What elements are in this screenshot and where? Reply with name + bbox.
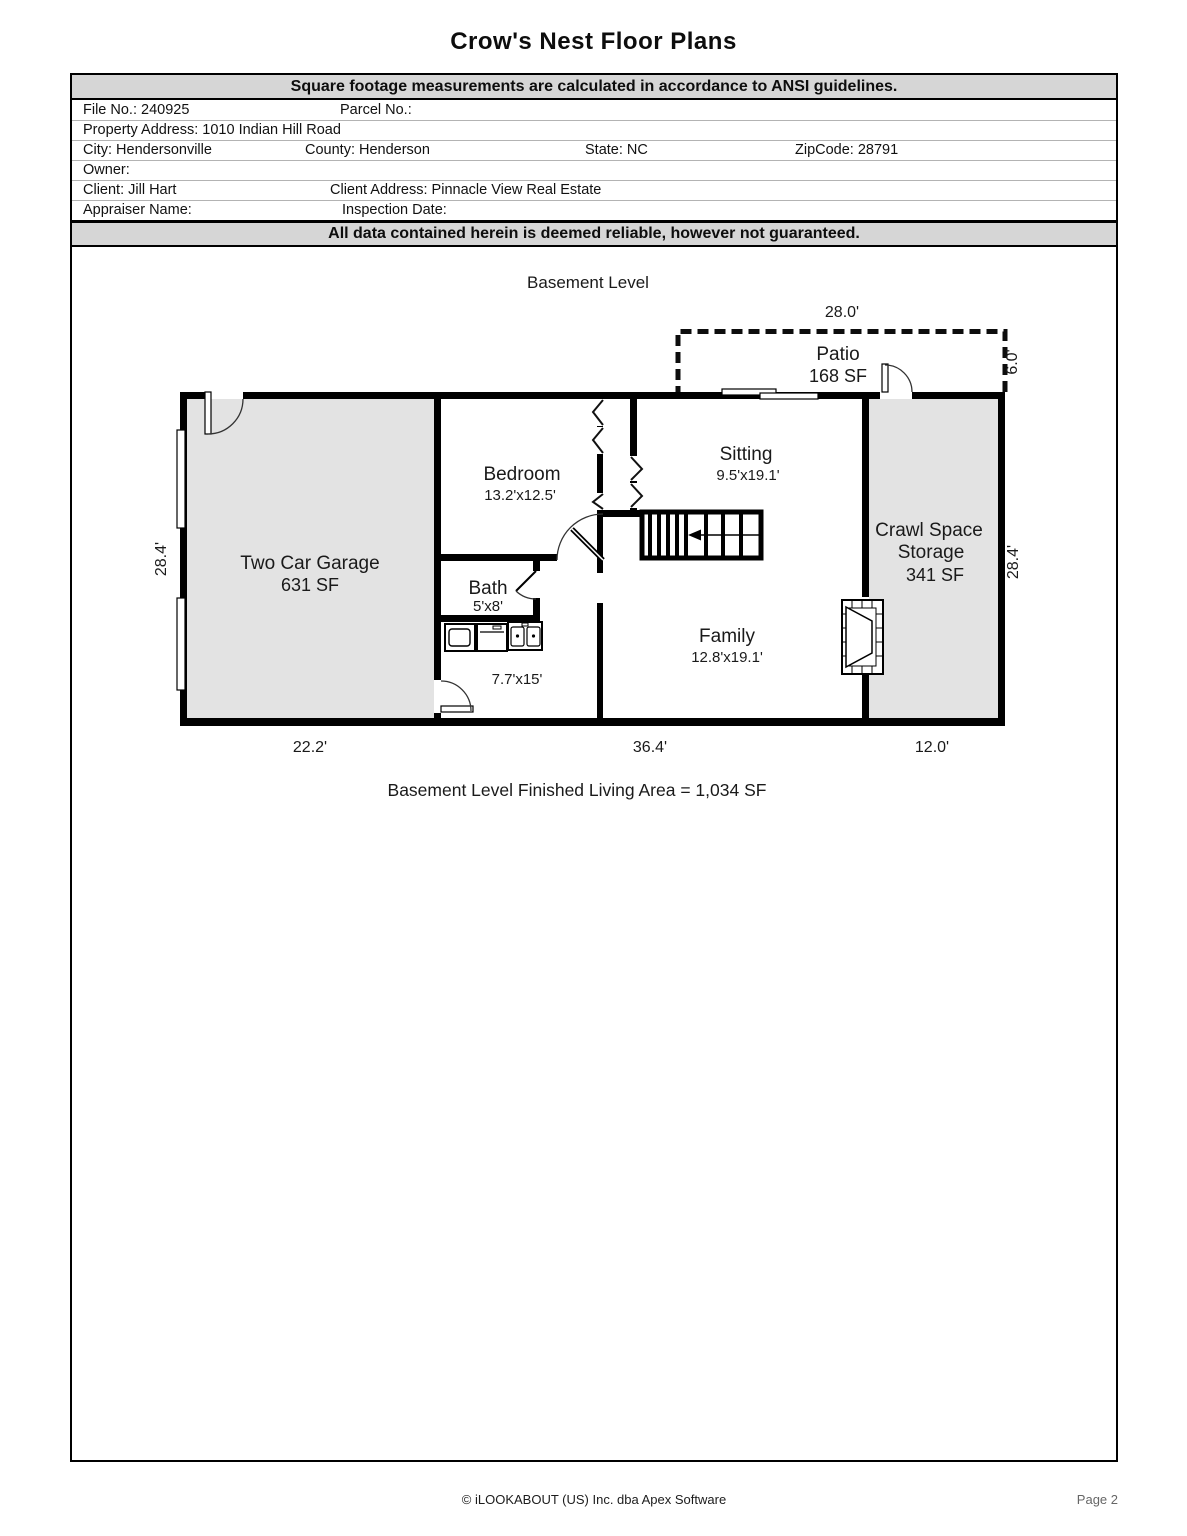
utility-dims-label: 7.7'x15' — [491, 671, 543, 688]
bottom-garage-dim: 22.2' — [292, 739, 328, 756]
copyright-text: © iLOOKABOUT (US) Inc. dba Apex Software — [461, 1492, 727, 1507]
bottom-middle-dim: 36.4' — [632, 739, 668, 756]
property-address-field: Property Address: 1010 Indian Hill Road — [83, 122, 341, 138]
right-side-dim: 28.4' — [1005, 544, 1022, 580]
appraiser-name-field: Appraiser Name: — [83, 202, 192, 218]
crawl-space-area-label: 341 SF — [905, 565, 965, 585]
washer-icon — [445, 624, 475, 651]
patio-door — [880, 364, 912, 399]
hallway-door — [557, 514, 603, 560]
sitting-dims-label: 9.5'x19.1' — [716, 467, 780, 484]
garage-window2-icon — [177, 598, 185, 690]
state-field: State: NC — [585, 142, 648, 158]
bedroom-dims-label: 13.2'x12.5' — [484, 487, 556, 504]
patio-width-dim: 28.0' — [824, 304, 860, 321]
stairs — [642, 512, 761, 558]
client-field: Client: Jill Hart — [83, 182, 177, 198]
bath-label: Bath — [468, 578, 508, 599]
bedroom-label: Bedroom — [483, 464, 561, 485]
parcel-no-field: Parcel No.: — [340, 102, 412, 118]
garage-area-label: 631 SF — [280, 575, 340, 595]
crawl-space-label-line2: Storage — [897, 542, 965, 563]
bath-door — [516, 571, 536, 599]
table-row-file — [72, 100, 1116, 121]
patio-outline — [678, 304, 1021, 397]
file-no-field: File No.: 240925 — [83, 102, 190, 118]
dryer-icon — [477, 624, 507, 651]
garage-window-icon — [177, 430, 185, 528]
patio-label: Patio — [816, 344, 860, 365]
zipcode-field: ZipCode: 28791 — [795, 142, 899, 158]
patio-depth-dim: 6.0' — [1004, 349, 1021, 375]
client-address-field: Client Address: Pinnacle View Real Estate — [330, 182, 602, 198]
family-label: Family — [699, 626, 755, 647]
ansi-notice-bar: Square footage measurements are calculated in accordance to ANSI guidelines. — [72, 75, 1116, 100]
document-frame — [70, 73, 1118, 1462]
garage-label: Two Car Garage — [240, 553, 380, 574]
table-row-appraiser — [72, 200, 1116, 220]
county-field: County: Henderson — [305, 142, 430, 158]
bath-dims-label: 5'x8' — [473, 598, 503, 615]
table-row-address — [72, 120, 1116, 141]
patio-area-label: 168 SF — [808, 366, 868, 386]
double-sink-icon — [508, 622, 542, 650]
sitting-window2-icon — [760, 393, 818, 399]
finished-living-area-total: Basement Level Finished Living Area = 1,034 SF — [387, 780, 767, 800]
bottom-crawl-dim: 12.0' — [914, 739, 950, 756]
sitting-label: Sitting — [719, 444, 773, 465]
owner-field: Owner: — [83, 162, 130, 178]
table-row-client — [72, 180, 1116, 201]
table-row-city — [72, 140, 1116, 161]
page-number: Page 2 — [1076, 1492, 1118, 1507]
city-field: City: Hendersonville — [83, 142, 212, 158]
page-title: Crow's Nest Floor Plans — [450, 28, 737, 55]
floor-plan — [72, 247, 1112, 847]
utility-door — [434, 680, 473, 713]
level-title: Basement Level — [527, 273, 649, 292]
page-footer — [70, 1492, 1118, 1507]
table-row-owner — [72, 160, 1116, 181]
family-dims-label: 12.8'x19.1' — [691, 649, 763, 666]
disclaimer-bar: All data contained herein is deemed reliable, however not guaranteed. — [72, 220, 1116, 247]
inspection-date-field: Inspection Date: — [342, 202, 447, 218]
left-side-dim: 28.4' — [153, 541, 170, 577]
crawl-space-label-line1: Crawl Space — [875, 520, 983, 541]
fireplace-icon — [842, 600, 883, 674]
